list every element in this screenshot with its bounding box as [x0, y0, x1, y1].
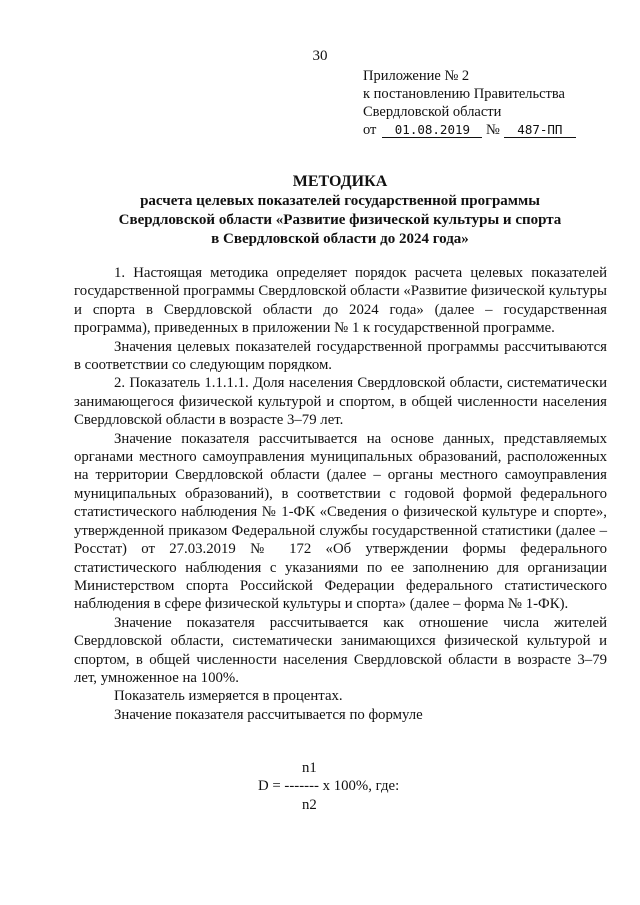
number-prefix: № [486, 122, 500, 138]
formula-expression: D = ------- x 100%, где: [258, 778, 400, 794]
document-body [74, 264, 607, 724]
date-prefix: от [363, 122, 377, 138]
paragraph: Значение показателя рассчитывается на основе данных, представляемых органами местного самоуправления муниципальных образований, расположенных на территории Свердловской области (далее – органы местного самоуправления муниципальных образований), в соответствии с годовой формой федерального статистического наблюдения № 1-ФК «Сведения о физической культуре и спорте», утвержденной приказом Федеральной службы государственной статистики (далее – Росстат) от 27.03.2019 № 172 «Об утверждении формы федерального статистического наблюдения с указаниями по ее заполнению для организации Министерством спорта Российской Федерации федерального статистического наблюдения в сфере физической культуры и спорта» (далее – форма № 1-ФК). [74, 430, 607, 613]
page-number: 30 [312, 48, 328, 64]
appendix-header [363, 67, 576, 139]
title-line-3: в Свердловской области до 2024 года» [211, 231, 469, 247]
paragraph: 1. Настоящая методика определяет порядок расчета целевых показателей государственной программы Свердловской области «Развитие физической культуры и спорта в Свердловской области до 2024 года» (далее – государственная программа), приведенных в приложении № 1 к государственной программе. [74, 265, 607, 337]
title-line-2: Свердловской области «Развитие физической культуры и спорта [118, 212, 562, 228]
paragraph: 2. Показатель 1.1.1.1. Доля населения Свердловской области, систематически занимающегося физической культурой и спортом, в общей численности населения Свердловской области в возрасте 3–79 лет. [74, 375, 607, 429]
paragraph: Значение показателя рассчитывается по формуле [114, 706, 423, 723]
appendix-line-3: Свердловской области [363, 104, 502, 120]
document-title [60, 172, 620, 249]
title-heading: МЕТОДИКА [292, 173, 388, 190]
formula-denominator: n2 [302, 797, 317, 813]
appendix-line-1: Приложение № 2 [363, 68, 470, 84]
formula-numerator: n1 [302, 760, 317, 776]
title-line-1: расчета целевых показателей государственной программы [140, 193, 540, 209]
paragraph: Значения целевых показателей государственной программы рассчитываются в соответствии со следующим порядком. [74, 338, 607, 374]
date-value: 01.08.2019 [382, 122, 482, 138]
appendix-date-line [363, 121, 576, 139]
appendix-line-2: к постановлению Правительства [363, 86, 565, 102]
paragraph: Показатель измеряется в процентах. [114, 688, 343, 705]
paragraph: Значение показателя рассчитывается как отношение числа жителей Свердловской области, систематически занимающихся физической культурой и спортом, в общей численности населения Свердловской области в возрасте 3–79 лет, умноженное на 100%. [74, 614, 607, 686]
number-value: 487-ПП [504, 122, 576, 138]
